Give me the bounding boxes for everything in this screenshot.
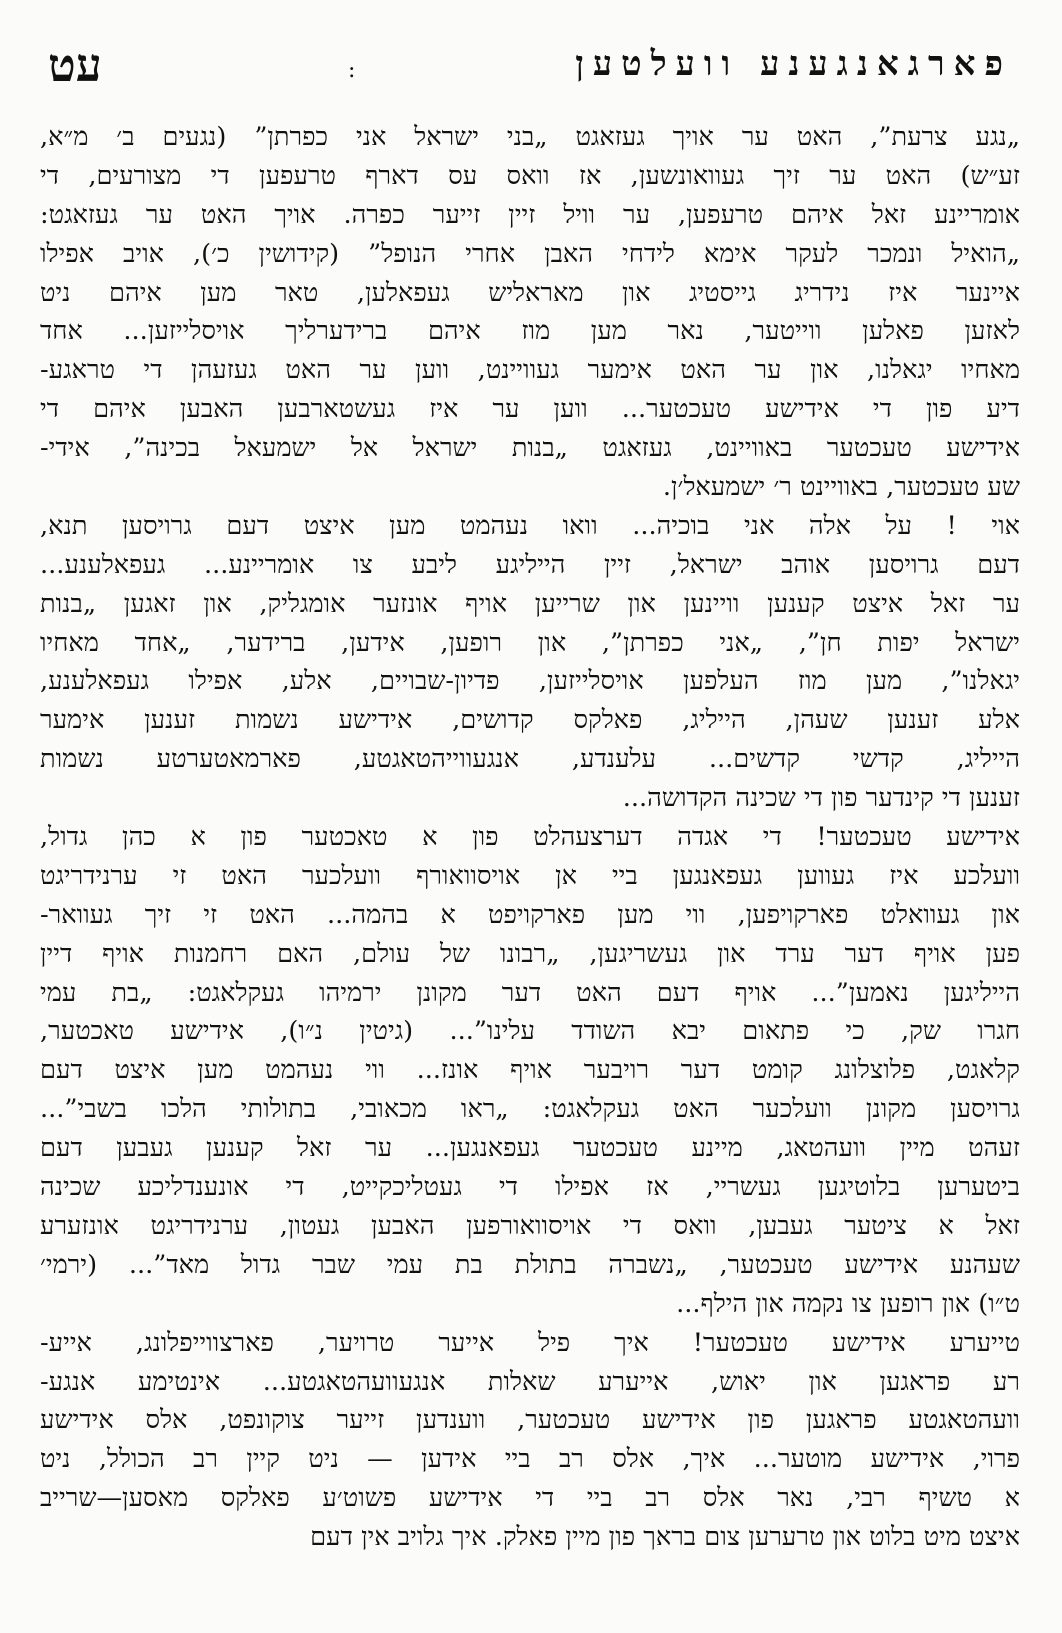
text-line: זע״ש) האט ער זיך געוואונשען, אז וואס עס דארף טרעפען די מצורעים, די	[40, 160, 1020, 191]
paragraph	[40, 818, 1020, 1324]
text-line: גרויסען מקונן וועלכער האט געקלאגט: „ראו מכאובי, בתולותי הלכו בשבי”...	[40, 1094, 1020, 1125]
text-line: דיע פון די אידישע טעכטער... ווען ער איז געשטארבען האבען איהם די	[40, 394, 1020, 425]
page-header	[40, 38, 1022, 98]
running-title: פארגאנגענע וועלטען	[575, 44, 1012, 84]
text-line: איינער איז נידריג גייסטיג און מאראליש געפאלען, טאר מען איהם ניט	[40, 277, 1020, 308]
text-line: הייליג, קדשי קדשים... עלענדע, אנגעווייהטאגטע, פארמאטערטע נשמות	[40, 744, 1020, 775]
text-line: מאחיו יגאלנו, און ער האט אימער געוויינט, ווען ער האט געזעהן די טראגע-	[40, 355, 1020, 386]
text-line: „הואיל ונמכר לעקר אימא לידחי האבן אחרי הנופל” (קידושין כ׳), אויב אפילו	[40, 238, 1020, 269]
text-line: וועהטאגטע פראגען פון אידישע טעכטער, ווענדען זייער צוקונפט, אלס אידישע	[40, 1405, 1020, 1436]
text-line: אלע זענען שעהן, הייליג, פאלקס קדושים, אידישע נשמות זענען אימער	[40, 705, 1020, 736]
text-line: ט״ו) און רופען צו נקמה און הילף...	[676, 1288, 1020, 1319]
text-line: אוי ! על אלה אני בוכיה... וואו נעהמט מען איצט דעם גרויסען תנא,	[40, 510, 1020, 541]
text-line: זעהט מיין וועהטאג, מיינע טעכטער געפאנגען... ער זאל קענען געבען דעם	[40, 1133, 1020, 1164]
paragraph	[40, 507, 1020, 818]
text-line: אידישע טעכטער באוויינט, געזאגט „בנות ישראל אל ישמעאל בכינה”, אידי-	[40, 433, 1020, 464]
text-line: א טשיף רבי, נאר אלס רב ביי די אידישע פשוט׳ע פאלקס מאסען—שרייב	[40, 1483, 1020, 1514]
text-line: חגרו שק, כי פתאום יבא השודד עלינו”... (גיטין נ״ו), אידישע טאכטער,	[40, 1016, 1020, 1047]
text-line: קלאגט, פלוצלונג קומט דער רויבער אויף אונז... ווי נעהמט מען איצט דעם	[40, 1055, 1020, 1086]
text-line: הייליגען נאמען”... אויף דעם האט דער מקונן ירמיהו געקלאגט: „בת עמי	[40, 977, 1020, 1008]
text-line: טייערע אידישע טעכטער! איך פיל אייער טרויער, פארצווייפלונג, אייע-	[40, 1327, 1020, 1358]
text-line: רע פראגען און יאוש, אייערע שאלות אנגעוועהטאגטע... אינטימע אנגע-	[40, 1366, 1020, 1397]
text-line: און געוואלט פארקויפען, ווי מען פארקויפט א בהמה... האט זי זיך געוואר-	[40, 899, 1020, 930]
header-mark: :	[348, 58, 356, 83]
paragraph	[40, 118, 1020, 507]
text-line: דעם גרויסען אוהב ישראל, זיין הייליגע ליבע צו אומריינע... געפאלענע...	[40, 549, 1020, 580]
text-line: זאל א ציטער געבען, וואס די אויסוואורפען האבען געטון, ערנידריגט אונזערע	[40, 1210, 1020, 1241]
text-line: שע טעכטער, באוויינט ר׳ ישמעאל׳ן.	[662, 472, 1020, 503]
text-line: פרוי, אידישע מוטער... איך, אלס רב ביי אידען — ניט קיין רב הכולל, ניט	[40, 1444, 1020, 1475]
text-line: ער זאל איצט קענען וויינען און שרייען אויף אונזער אומגליק, און זאגען „בנות	[40, 588, 1020, 619]
text-line: שעהנע אידישע טעכטער, „נשברה בתולת בת עמי שבר גדול מאד”... (ירמי׳	[40, 1249, 1020, 1280]
text-line: יגאלנו”, מען מוז העלפען אויסלייזען, פדיון-שבויים, אלע, אפילו געפאלענע,	[40, 666, 1020, 697]
text-line: אומריינע זאל איהם טרעפען, ער וויל זיין זייער כפרה. אויך האט ער געזאגט:	[40, 199, 1020, 230]
paragraph	[40, 1324, 1020, 1557]
text-line: ישראל יפות חן”, „אני כפרתן”, און רופען, אידען, ברידער, „אחד מאחיו	[40, 627, 1020, 658]
text-line: וועלכע איז געווען געפאנגען ביי אן אויסוואורף וועלכער האט זי ערנידריגט	[40, 860, 1020, 891]
text-line: זענען די קינדער פון די שכינה הקדושה...	[622, 783, 1020, 814]
text-line: איצט מיט בלוט און טרערען צום בראך פון מיין פאלק. איך גלויב אין דעם	[310, 1522, 1020, 1553]
text-line: לאזען פאלען ווייטער, נאר מען מוז איהם ברידערליך אויסלייזען... אחד	[40, 316, 1020, 347]
text-line: אידישע טעכטער! די אגדה דערצעהלט פון א טאכטער פון א כהן גדול,	[40, 822, 1020, 853]
body-text	[40, 118, 1020, 1557]
text-line: פען אויף דער ערד און געשריגען, „רבונו של עולם, האם רחמנות אויף דיין	[40, 938, 1020, 969]
text-line: ביטערען בלוטיגען געשריי, אז אפילו די געטליכקייט, די אונענדליכע שכינה	[40, 1172, 1020, 1203]
page-number: עט	[48, 38, 102, 92]
text-line: „נגע צרעת”, האט ער אויך געזאגט „בני ישראל אני כפרתן” (נגעים ב׳ מ״א,	[40, 122, 1020, 152]
